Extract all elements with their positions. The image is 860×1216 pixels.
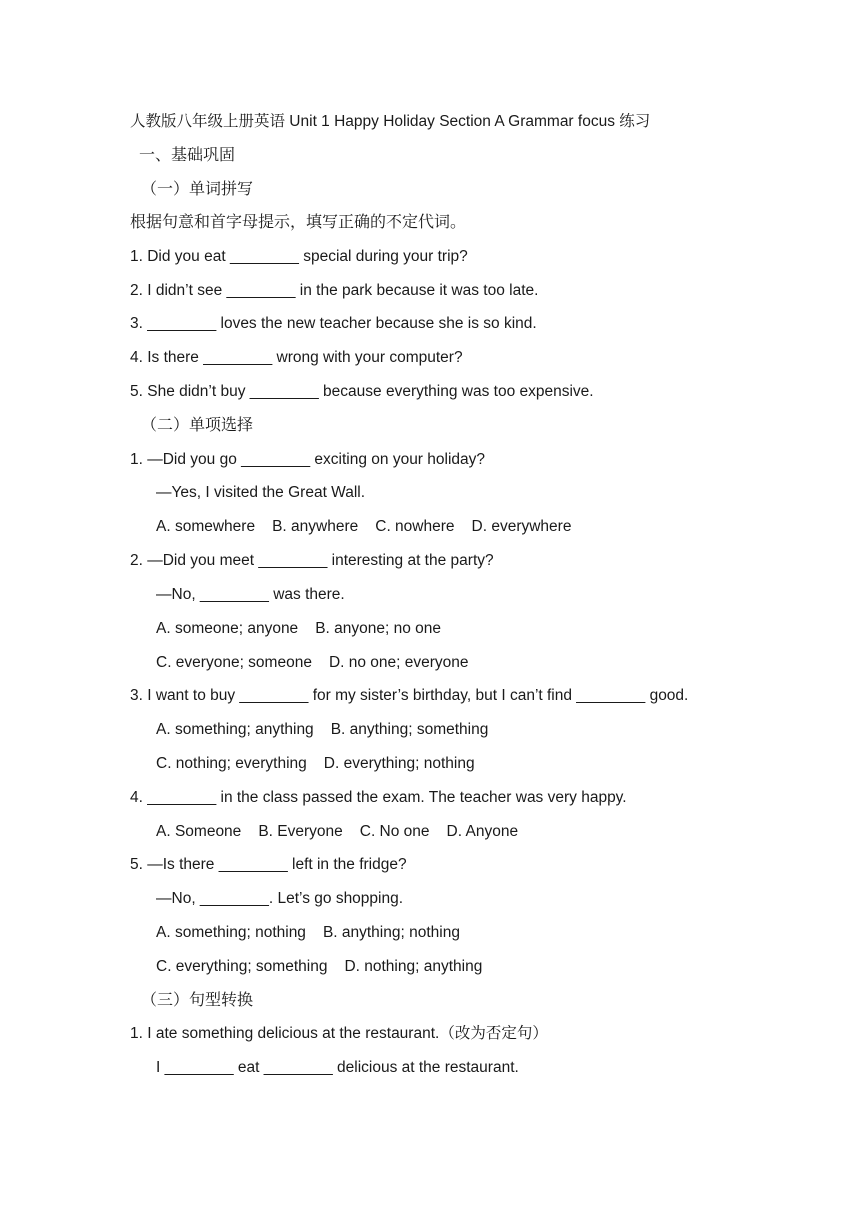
choice-question-reply: —No, ________ was there.	[156, 586, 345, 603]
option-b: B. Everyone	[258, 823, 343, 840]
option-c: C. everyone; someone	[156, 654, 312, 671]
spelling-item: 5. She didn’t buy ________ because everything was too expensive.	[130, 383, 594, 400]
option-d: D. nothing; anything	[344, 958, 483, 975]
option-c: C. nowhere	[375, 518, 455, 535]
part-heading-transform: （三）句型转换	[141, 990, 254, 1009]
spelling-item: 3. ________ loves the new teacher because she is so kind.	[130, 315, 537, 332]
option-d: D. no one; everyone	[328, 654, 469, 671]
part-heading-spelling: （一）单词拼写	[141, 179, 254, 198]
option-d: D. everything; nothing	[323, 755, 475, 772]
choice-question-reply: —No, ________. Let’s go shopping.	[156, 890, 404, 907]
option-b: B. anywhere	[272, 518, 359, 535]
transform-question-stem: 1. I ate something delicious at the restaurant.（改为否定句）	[130, 1025, 548, 1042]
option-a: A. somewhere	[156, 518, 256, 535]
option-b: B. anyone; no one	[315, 620, 442, 637]
transform-question-answer: I ________ eat ________ delicious at the restaurant.	[156, 1059, 519, 1076]
option-a: A. someone; anyone	[156, 620, 299, 637]
choice-question-stem: 1. —Did you go ________ exciting on your holiday?	[130, 451, 486, 468]
choice-options-row	[156, 653, 469, 673]
option-b: B. anything; something	[330, 721, 489, 738]
option-a: A. something; anything	[156, 721, 314, 738]
choice-question-stem: 5. —Is there ________ left in the fridge?	[130, 856, 407, 873]
choice-options-row	[156, 517, 571, 537]
spelling-item: 4. Is there ________ wrong with your computer?	[130, 349, 463, 366]
choice-question-reply: —Yes, I visited the Great Wall.	[156, 484, 366, 501]
choice-question-stem: 3. I want to buy ________ for my sister’s birthday, but I can’t find ________ good.	[130, 687, 689, 704]
option-c: C. No one	[359, 823, 430, 840]
section-heading-basic: 一、基础巩固	[139, 145, 236, 164]
part-heading-choice: （二）单项选择	[141, 415, 254, 434]
choice-options-row	[156, 822, 518, 842]
option-a: A. Someone	[156, 823, 242, 840]
document-title: 人教版八年级上册英语 Unit 1 Happy Holiday Section A Grammar focus 练习	[130, 113, 651, 130]
option-d: D. Anyone	[446, 823, 519, 840]
option-b: B. anything; nothing	[322, 924, 460, 941]
instruction-text: 根据句意和首字母提示，填写正确的不定代词。	[130, 212, 467, 231]
choice-question-stem: 2. —Did you meet ________ interesting at the party?	[130, 552, 494, 569]
spelling-item: 1. Did you eat ________ special during your trip?	[130, 248, 468, 265]
choice-options-row	[156, 720, 488, 740]
spelling-item: 2. I didn’t see ________ in the park because it was too late.	[130, 282, 539, 299]
choice-options-row	[156, 923, 460, 943]
option-c: C. nothing; everything	[156, 755, 307, 772]
choice-options-row	[156, 957, 482, 977]
choice-options-row	[156, 754, 475, 774]
choice-question-stem: 4. ________ in the class passed the exam. The teacher was very happy.	[130, 789, 627, 806]
option-d: D. everywhere	[471, 518, 572, 535]
option-c: C. everything; something	[156, 958, 328, 975]
option-a: A. something; nothing	[156, 924, 306, 941]
choice-options-row	[156, 619, 441, 639]
